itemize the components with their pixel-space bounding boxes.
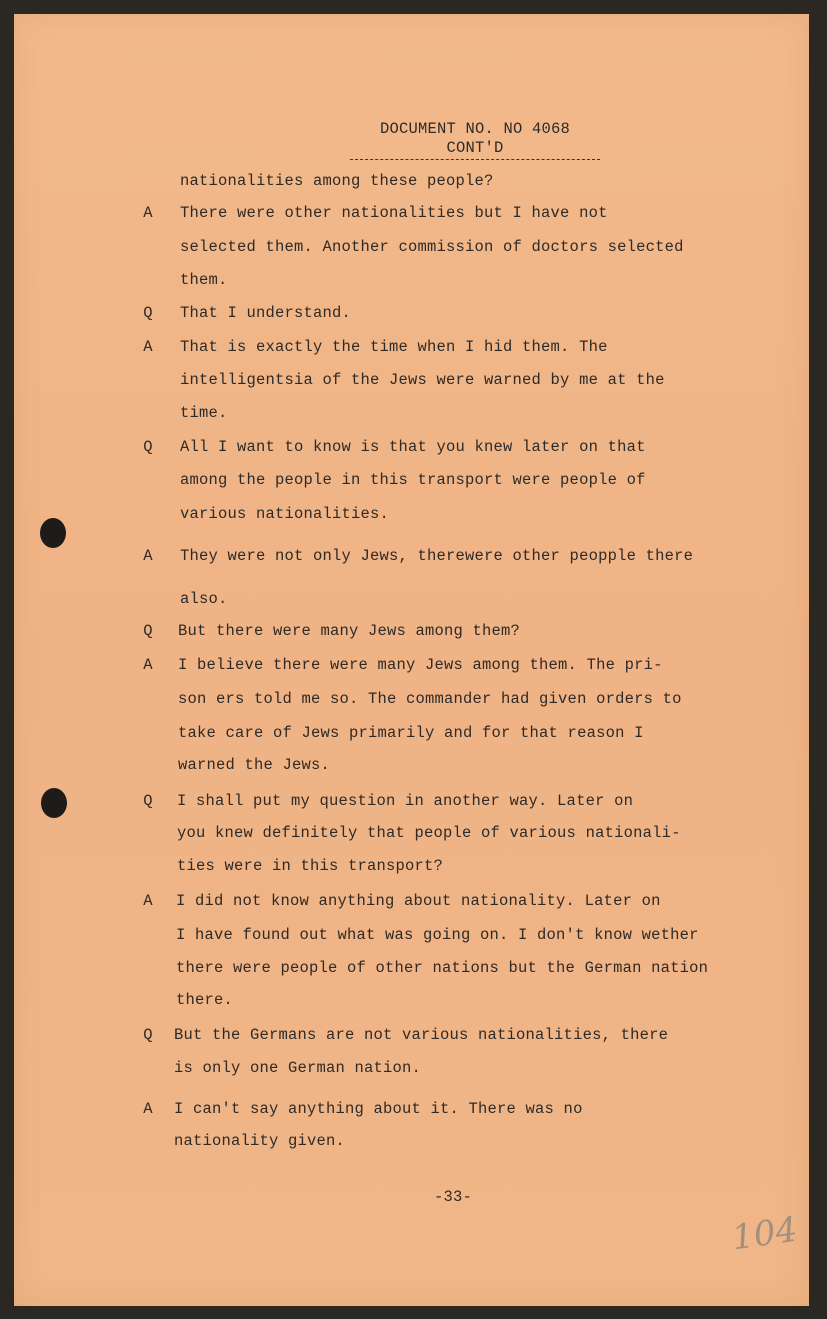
- text-line: But the Germans are not various nationalities, there: [174, 1026, 669, 1044]
- text-line: son ers told me so. The commander had given orders to: [178, 690, 682, 708]
- text-line: All I want to know is that you knew later on that: [180, 438, 646, 456]
- text-line: I believe there were many Jews among them. The pri-: [178, 656, 663, 674]
- text-line: among the people in this transport were people of: [180, 471, 646, 489]
- answer-marker: A: [143, 1100, 153, 1118]
- document-page: [14, 14, 809, 1306]
- text-line: intelligentsia of the Jews were warned by me at the: [180, 371, 665, 389]
- question-marker: Q: [143, 1026, 153, 1044]
- text-line: nationality given.: [174, 1132, 346, 1150]
- text-line: nationalities among these people?: [180, 172, 494, 190]
- question-marker: Q: [143, 438, 153, 456]
- text-line: warned the Jews.: [178, 756, 331, 774]
- document-number: DOCUMENT NO. NO 4068: [379, 120, 571, 138]
- text-line: various nationalities.: [180, 505, 390, 523]
- text-line: there were people of other nations but the German nation: [176, 959, 709, 977]
- text-line: is only one German nation.: [174, 1059, 422, 1077]
- text-line: time.: [180, 404, 228, 422]
- answer-marker: A: [143, 656, 153, 674]
- punch-hole-lower: [41, 788, 67, 818]
- continued-label: CONT'D: [350, 139, 600, 160]
- answer-marker: A: [143, 204, 153, 222]
- punch-hole-upper: [40, 518, 66, 548]
- text-line: That is exactly the time when I hid them. The: [180, 338, 608, 356]
- question-marker: Q: [143, 622, 153, 640]
- text-line: I have found out what was going on. I don't know wether: [176, 926, 699, 944]
- text-line: there.: [176, 991, 234, 1009]
- handwritten-folio: 104: [729, 1209, 800, 1259]
- answer-marker: A: [143, 547, 153, 565]
- text-line: ties were in this transport?: [177, 857, 444, 875]
- text-line: you knew definitely that people of various nationali-: [177, 824, 681, 842]
- document-header: [350, 120, 600, 160]
- text-line: I shall put my question in another way. Later on: [177, 792, 634, 810]
- answer-marker: A: [143, 892, 153, 910]
- answer-marker: A: [143, 338, 153, 356]
- text-line: them.: [180, 271, 228, 289]
- text-line: I can't say anything about it. There was no: [174, 1100, 583, 1118]
- text-line: That I understand.: [180, 304, 352, 322]
- question-marker: Q: [143, 304, 153, 322]
- page-number: -33-: [434, 1188, 473, 1206]
- text-line: also.: [180, 590, 228, 608]
- text-line: But there were many Jews among them?: [178, 622, 521, 640]
- text-line: take care of Jews primarily and for that reason I: [178, 724, 644, 742]
- text-line: selected them. Another commission of doctors selected: [180, 238, 684, 256]
- text-line: There were other nationalities but I have not: [180, 204, 608, 222]
- text-line: I did not know anything about nationality. Later on: [176, 892, 661, 910]
- text-line: They were not only Jews, therewere other peopple there: [180, 547, 694, 565]
- question-marker: Q: [143, 792, 153, 810]
